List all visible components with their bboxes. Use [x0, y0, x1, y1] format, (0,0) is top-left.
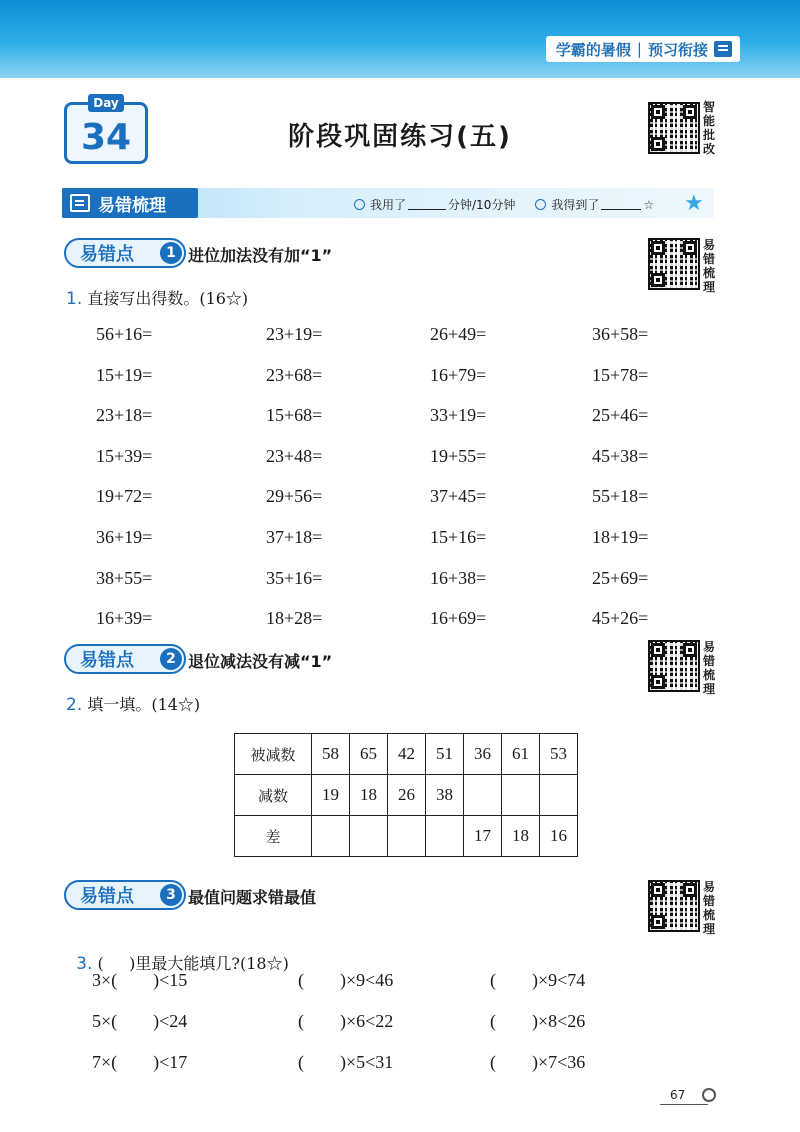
table-cell: 53	[540, 734, 578, 775]
addition-problem[interactable]: 45+38=	[592, 446, 649, 466]
subtraction-table	[234, 733, 578, 857]
addition-problem[interactable]: 15+16=	[430, 527, 487, 547]
page-title: 阶段巩固练习(五)	[288, 122, 512, 152]
question-2-heading: 2. 填一填。(14☆)	[66, 695, 201, 715]
table-cell: 36	[464, 734, 502, 775]
inequality-problem[interactable]: 5×( )<24	[92, 1011, 188, 1031]
qr-label-review: 易 错 梳 理	[702, 640, 715, 696]
question-3-heading: 3. ( )里最大能填几?(18☆)	[76, 954, 289, 974]
series-tag	[546, 36, 740, 62]
inequality-problem[interactable]: ( )×5<31	[298, 1052, 394, 1072]
score-suffix: ☆	[643, 197, 655, 212]
answer-cell[interactable]	[312, 816, 350, 857]
tag-separator: |	[636, 40, 642, 58]
inequality-problem[interactable]: 7×( )<17	[92, 1052, 188, 1072]
addition-problem[interactable]: 25+46=	[592, 405, 649, 425]
time-used-suffix: 分钟/10分钟	[448, 198, 516, 212]
table-cell: 61	[502, 734, 540, 775]
addition-problem[interactable]: 36+58=	[592, 324, 649, 344]
table-cell: 26	[388, 775, 426, 816]
addition-problem[interactable]: 36+19=	[96, 527, 153, 547]
table-cell: 18	[350, 775, 388, 816]
table-cell: 65	[350, 734, 388, 775]
addition-problem[interactable]: 26+49=	[430, 324, 487, 344]
mistake-point-1-title: 进位加法没有加“1”	[188, 246, 333, 265]
answer-cell[interactable]	[388, 816, 426, 857]
table-row	[235, 816, 578, 857]
mistake-point-3-title: 最值问题求错最值	[188, 888, 317, 907]
addition-problem[interactable]: 23+48=	[266, 446, 323, 466]
addition-problem[interactable]: 23+18=	[96, 405, 153, 425]
table-cell: 42	[388, 734, 426, 775]
qr-code-icon[interactable]	[648, 238, 700, 290]
row-header: 被减数	[235, 734, 312, 775]
book-icon	[714, 41, 732, 57]
addition-problem[interactable]: 16+79=	[430, 365, 487, 385]
score-blank[interactable]	[601, 199, 641, 210]
inequality-problem[interactable]: ( )×6<22	[298, 1011, 394, 1031]
addition-problem[interactable]: 23+68=	[266, 365, 323, 385]
addition-problem[interactable]: 35+16=	[266, 568, 323, 588]
sun-icon	[702, 1088, 716, 1102]
answer-cell[interactable]	[350, 816, 388, 857]
page-number-line	[660, 1104, 708, 1105]
table-cell: 51	[426, 734, 464, 775]
addition-problem[interactable]: 18+19=	[592, 527, 649, 547]
mistake-point-3-pill: 易错点	[64, 880, 186, 910]
addition-problem[interactable]: 15+78=	[592, 365, 649, 385]
addition-problem[interactable]: 16+38=	[430, 568, 487, 588]
addition-problem[interactable]: 38+55=	[96, 568, 153, 588]
table-row	[235, 775, 578, 816]
row-header: 减数	[235, 775, 312, 816]
section-chip-label: 易错梳理	[98, 195, 166, 216]
row-header: 差	[235, 816, 312, 857]
time-blank[interactable]	[408, 199, 446, 210]
check-icon	[535, 199, 546, 210]
qr-label-smart: 智 能 批 改	[702, 100, 715, 156]
day-number: 34	[80, 117, 132, 158]
addition-problem[interactable]: 19+55=	[430, 446, 487, 466]
time-used-prefix: 我用了	[370, 198, 407, 212]
addition-problem[interactable]: 15+68=	[266, 405, 323, 425]
addition-problem[interactable]: 56+16=	[96, 324, 153, 344]
mistake-point-1-number: 1	[160, 242, 182, 264]
answer-cell[interactable]	[464, 775, 502, 816]
mistake-point-3-number: 3	[160, 884, 182, 906]
table-cell: 58	[312, 734, 350, 775]
table-cell: 17	[464, 816, 502, 857]
table-cell: 18	[502, 816, 540, 857]
answer-cell[interactable]	[426, 816, 464, 857]
addition-problem[interactable]: 23+19=	[266, 324, 323, 344]
section-chip	[62, 188, 198, 218]
inequality-problem[interactable]: ( )×8<26	[490, 1011, 586, 1031]
qr-label-review: 易 错 梳 理	[702, 880, 715, 936]
addition-problem[interactable]: 16+69=	[430, 608, 487, 628]
clock-icon	[354, 199, 365, 210]
mistake-point-2-number: 2	[160, 648, 182, 670]
qr-code-icon[interactable]	[648, 102, 700, 154]
addition-problem[interactable]: 33+19=	[430, 405, 487, 425]
inequality-problem[interactable]: 3×( )<15	[92, 970, 188, 990]
table-cell: 38	[426, 775, 464, 816]
inequality-problem[interactable]: ( )×9<46	[298, 970, 394, 990]
mistake-point-2-pill: 易错点	[64, 644, 186, 674]
inequality-problem[interactable]: ( )×9<74	[490, 970, 586, 990]
answer-cell[interactable]	[502, 775, 540, 816]
addition-problem[interactable]: 18+28=	[266, 608, 323, 628]
score-prefix: 我得到了	[551, 198, 600, 212]
qr-code-icon[interactable]	[648, 880, 700, 932]
addition-problem[interactable]: 19+72=	[96, 486, 153, 506]
series-subtitle: 预习衔接	[647, 40, 708, 59]
addition-problem[interactable]: 37+45=	[430, 486, 487, 506]
answer-cell[interactable]	[540, 775, 578, 816]
addition-problem[interactable]: 37+18=	[266, 527, 323, 547]
addition-problem[interactable]: 25+69=	[592, 568, 649, 588]
list-icon	[70, 194, 90, 212]
addition-problem[interactable]: 45+26=	[592, 608, 649, 628]
day-label: Day	[88, 94, 124, 112]
addition-problem[interactable]: 29+56=	[266, 486, 323, 506]
page-number: 67	[670, 1088, 686, 1102]
qr-code-icon[interactable]	[648, 640, 700, 692]
table-row	[235, 734, 578, 775]
self-record	[354, 196, 654, 213]
addition-problem[interactable]: 55+18=	[592, 486, 649, 506]
addition-problem[interactable]: 15+19=	[96, 365, 153, 385]
qr-label-review: 易 错 梳 理	[702, 238, 715, 294]
question-1-heading: 1. 直接写出得数。(16☆)	[66, 289, 249, 309]
addition-problem[interactable]: 15+39=	[96, 446, 153, 466]
brand-label: 学霸的暑假	[555, 40, 631, 59]
table-cell: 16	[540, 816, 578, 857]
star-icon: ★	[684, 191, 704, 216]
mistake-point-2-title: 退位减法没有减“1”	[188, 652, 333, 671]
inequality-problem[interactable]: ( )×7<36	[490, 1052, 586, 1072]
mistake-point-1-pill: 易错点	[64, 238, 186, 268]
addition-problem[interactable]: 16+39=	[96, 608, 153, 628]
table-cell: 19	[312, 775, 350, 816]
